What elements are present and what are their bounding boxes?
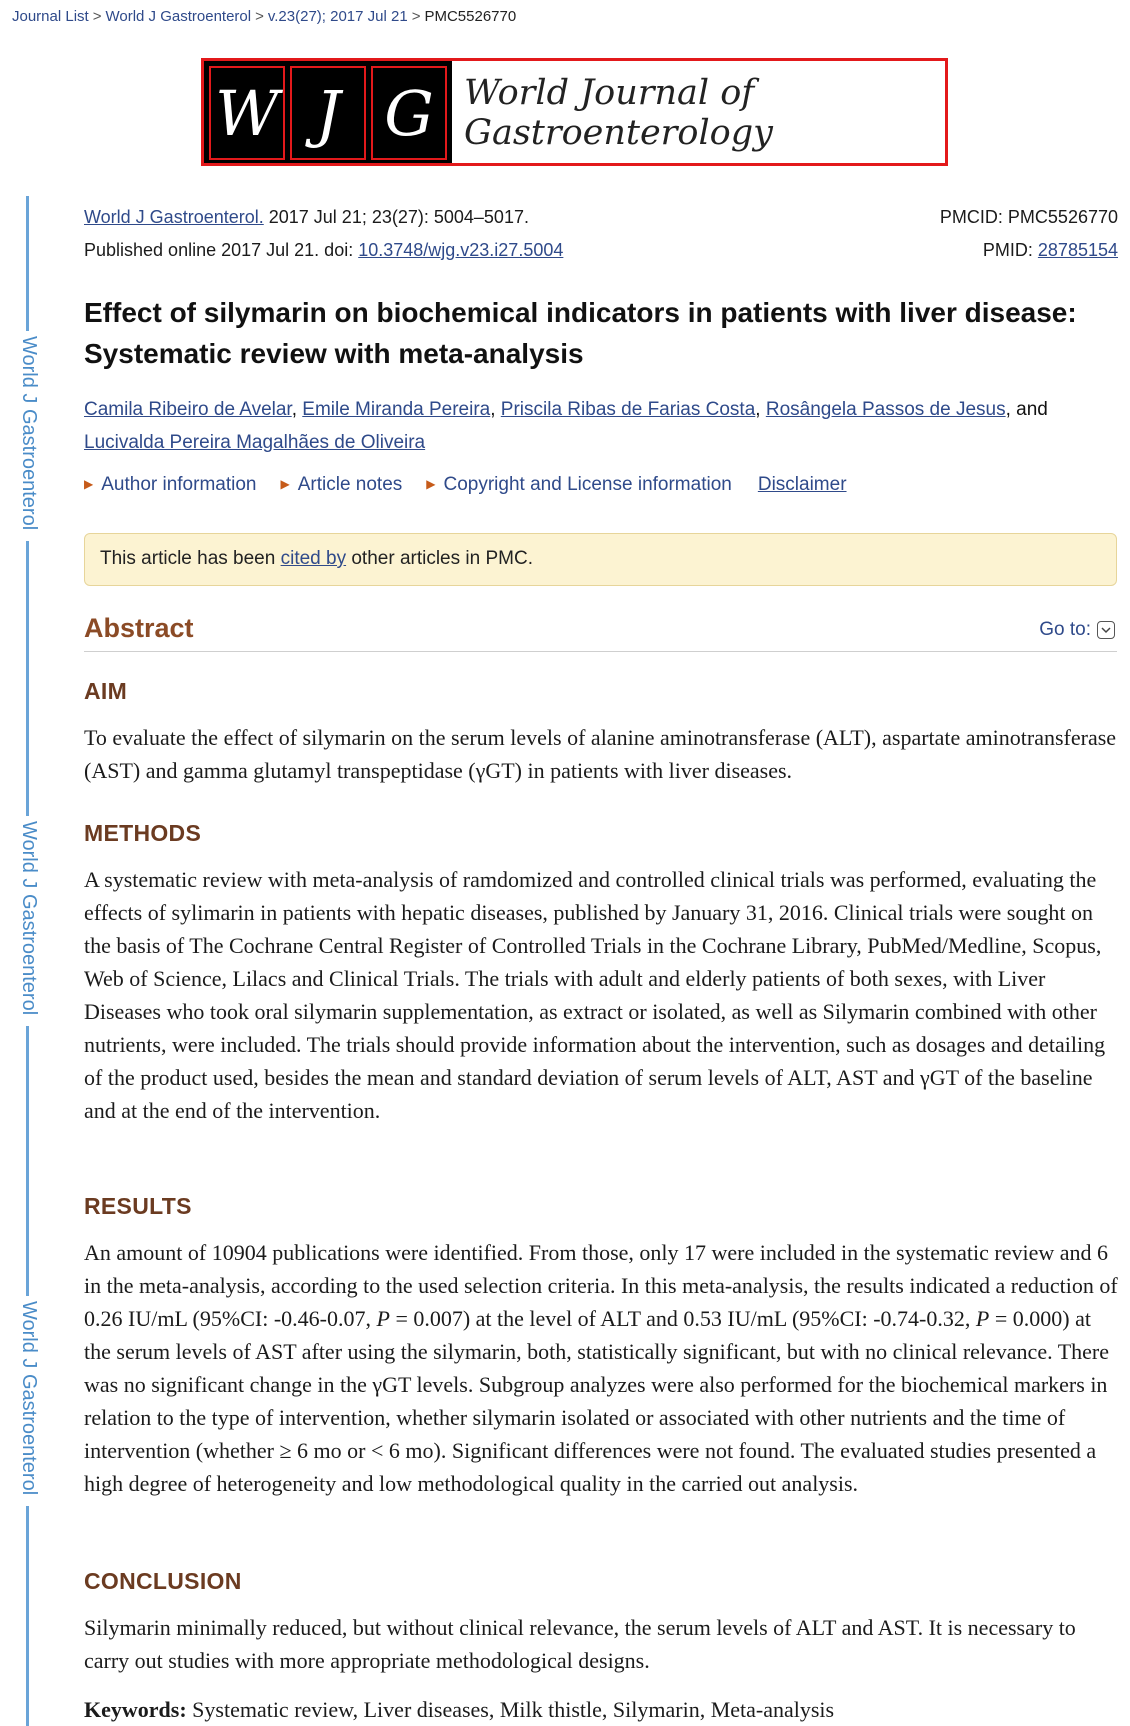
pmid-link[interactable]: 28785154	[1037, 240, 1118, 260]
article-ids	[940, 201, 1118, 267]
p-value-symbol: P	[376, 1306, 390, 1331]
logo-letter-blocks	[204, 61, 452, 163]
logo-letter-w: W	[209, 66, 285, 160]
article-notes-toggle[interactable]: ▶ Article notes	[280, 474, 403, 495]
author-link[interactable]: Emile Miranda Pereira	[302, 399, 491, 420]
section-heading: CONCLUSION	[84, 1568, 242, 1594]
journal-logo[interactable]	[201, 58, 948, 166]
breadcrumb-current: PMC5526770	[424, 8, 517, 25]
cited-by-link[interactable]: cited by	[280, 548, 347, 569]
side-journal-ribbon	[14, 196, 40, 1726]
abstract-heading: Abstract	[84, 613, 194, 643]
section-text: To evaluate the effect of silymarin on the serum levels of alanine aminotransferase (ALT), aspartate aminotransferase (AST) and gamma glutamyl transpeptidase (γGT) in patients with liver diseases.	[84, 725, 1117, 783]
cited-by-notice	[84, 533, 1117, 586]
results-text-part: = 0.000) at the serum levels of AST after using the silymarin, both, statistically significant, but with no clinical relevance. There was no significant change in the γGT levels. Subgroup analyzes were also performed for the biochemical markers in relation to the type of intervention, whether silymarin isolated or associated with other nutrients and the time of intervention (whether ≥ 6 mo or < 6 mo). Significant differences were not found. The evaluated studies presented a high degree of heterogeneity and low methodological quality in the carried out analysis.	[84, 1306, 1109, 1496]
cited-by-text: This article has been	[100, 548, 281, 569]
keywords-list: Systematic review, Liver diseases, Milk thistle, Silymarin, Meta-analysis	[186, 1697, 835, 1722]
logo-line-2: Gastroenterology	[464, 113, 773, 153]
triangle-right-icon: ▶	[84, 477, 94, 491]
breadcrumb-separator: >	[92, 8, 102, 25]
published-online: Published online 2017 Jul 21. doi:	[84, 240, 359, 260]
ribbon-divider	[26, 1506, 29, 1726]
logo-letter-g: G	[371, 66, 447, 160]
breadcrumb-journal[interactable]: World J Gastroenterol	[105, 8, 252, 25]
section-text: Silymarin minimally reduced, but without clinical relevance, the serum levels of ALT and AST. It is necessary to carry out studies with more appropriate methodological designs.	[84, 1615, 1076, 1673]
doi-link[interactable]: 10.3748/wjg.v23.i27.5004	[358, 240, 564, 260]
author-link[interactable]: Priscila Ribas de Farias Costa	[500, 399, 756, 420]
author-link[interactable]: Rosângela Passos de Jesus	[765, 399, 1006, 420]
section-heading: METHODS	[84, 820, 202, 846]
pmcid-value: PMC5526770	[1007, 207, 1118, 227]
goto-menu[interactable]	[1039, 619, 1115, 641]
results-text-part: = 0.007) at the level of ALT and 0.53 IU/mL (95%CI: -0.74-0.32,	[389, 1306, 976, 1331]
keywords-label: Keywords:	[84, 1697, 187, 1722]
triangle-right-icon: ▶	[280, 477, 290, 491]
section-text: A systematic review with meta-analysis of ramdomized and controlled clinical trials was performed, evaluating the effects of sylimarin in patients with hepatic diseases, published by January 31, 2016. Clinical trials were sought on the basis of The Cochrane Central Register of Controlled Trials in the Cochrane Library, PubMed/Medline, Scopus, Web of Science, Lilacs and Clinical Trials. The trials with adult and elderly patients of both sexes, with Liver Diseases who took oral silymarin supplementation, as extract or isolated, as well as Silymarin combined with other nutrients, were included. The trials should provide information about the intervention, such as dosages and detailing of the product used, besides the mean and standard deviation of serum levels of ALT, AST and γGT of the baseline and at the end of the intervention.	[84, 867, 1106, 1123]
chevron-down-icon	[1097, 621, 1115, 639]
goto-label: Go to:	[1039, 619, 1091, 640]
breadcrumb-issue[interactable]: v.23(27); 2017 Jul 21	[267, 8, 408, 25]
disclaimer-link[interactable]: Disclaimer	[757, 474, 847, 495]
p-value-symbol: P	[975, 1306, 990, 1331]
abstract-header	[84, 611, 1117, 652]
ribbon-label: World J Gastroenterol	[18, 1301, 40, 1496]
citation-details: 2017 Jul 21; 23(27): 5004–5017.	[263, 207, 529, 227]
section-heading: AIM	[84, 678, 128, 704]
copyright-toggle[interactable]: ▶ Copyright and License information	[426, 474, 732, 495]
section-aim	[84, 678, 1119, 787]
ribbon-label: World J Gastroenterol	[18, 821, 40, 1016]
ribbon-label: World J Gastroenterol	[18, 336, 40, 531]
author-link[interactable]: Lucivalda Pereira Magalhães de Oliveira	[84, 432, 426, 453]
breadcrumb-separator: >	[411, 8, 421, 25]
article-notes-bar	[84, 474, 847, 496]
cited-by-text: other articles in PMC.	[346, 548, 533, 569]
section-results	[84, 1193, 1119, 1500]
journal-link[interactable]: World J Gastroenterol.	[84, 207, 264, 227]
breadcrumb-journal-list[interactable]: Journal List	[12, 8, 89, 25]
section-text	[84, 1236, 1119, 1500]
ribbon-divider	[26, 1026, 29, 1296]
breadcrumb	[12, 8, 516, 25]
citation-info	[84, 201, 563, 267]
author-list: Camila Ribeiro de Avelar, Emile Miranda Pereira, Priscila Ribas de Farias Costa, Rosângela Passos de Jesus, and Lucivalda Pereira Magalhães de Oliveira	[84, 399, 1048, 453]
keywords	[84, 1697, 834, 1723]
author-information-toggle[interactable]: ▶ Author information	[84, 474, 257, 495]
logo-line-1: World Journal of	[464, 73, 755, 113]
author-link[interactable]: Camila Ribeiro de Avelar	[84, 399, 292, 420]
logo-letter-j: J	[290, 66, 366, 160]
section-heading: RESULTS	[84, 1193, 192, 1219]
section-methods	[84, 820, 1119, 1127]
pmcid-label: PMCID:	[939, 207, 1008, 227]
ribbon-divider	[26, 196, 29, 331]
pmid-label: PMID:	[982, 240, 1038, 260]
author-conjunction: and	[1016, 399, 1048, 420]
results-text-part: An amount of 10904 publications were identified. From those, only 17 were included in the systematic review and 6 in the meta-analysis, according to the used selection criteria. In this meta-analysis, the results indicated a reduction of 0.26 IU/mL (95%CI: -0.46-0.07,	[84, 1240, 1118, 1331]
triangle-right-icon: ▶	[426, 477, 436, 491]
ribbon-divider	[26, 541, 29, 816]
breadcrumb-separator: >	[255, 8, 264, 25]
article-title: Effect of silymarin on biochemical indicators in patients with liver disease: Systematic review with meta-analysis	[84, 297, 1077, 369]
section-conclusion	[84, 1568, 1119, 1677]
logo-wordmark	[452, 61, 773, 163]
